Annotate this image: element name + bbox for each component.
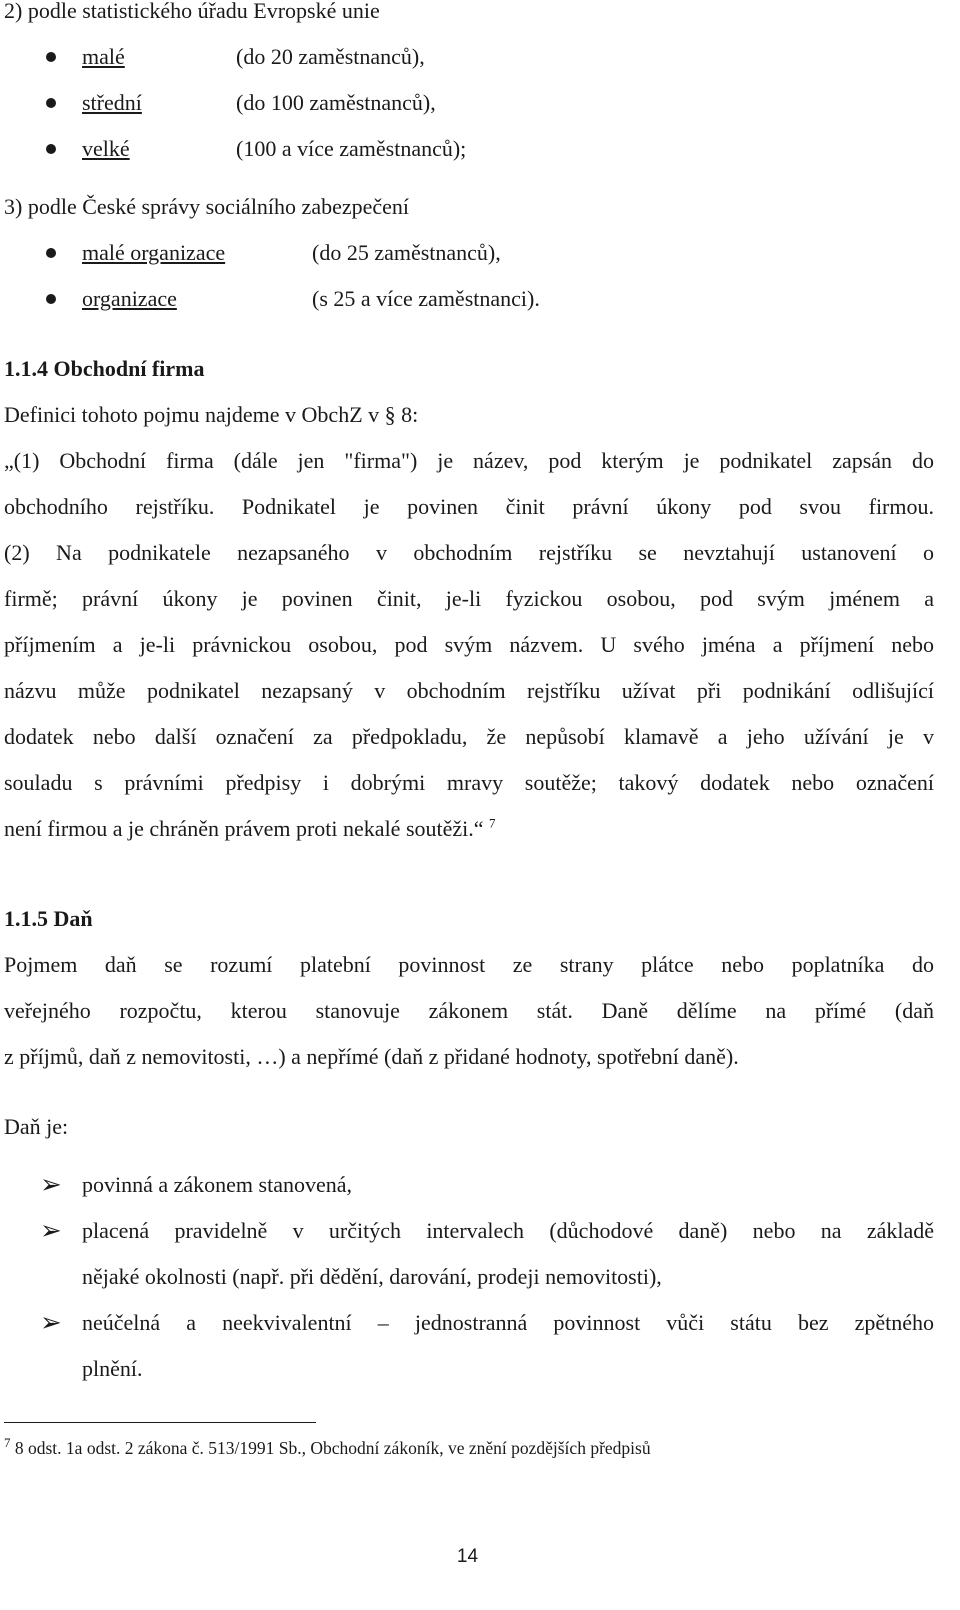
bullet-line: placená pravidelně v určitých intervalech (důchodové daně) nebo na základě (82, 1218, 934, 1243)
bullet-line: neúčelná a neekvivalentní – jednostranná povinnost vůči státu bez zpětného (82, 1310, 934, 1335)
paragraph-line: Pojmem daň se rozumí platební povinnost ze strany plátce nebo poplatníka do (4, 952, 934, 977)
paragraph-line: Definici tohoto pojmu najdeme v ObchZ v § 8: (4, 402, 419, 427)
item-desc: (s 25 a více zaměstnanci). (312, 286, 540, 311)
bullet-line: plnění. (82, 1356, 143, 1381)
bullet-line: povinná a zákonem stanovená, (82, 1172, 353, 1197)
page-number: 14 (456, 1546, 479, 1567)
paragraph-line: „(1) Obchodní firma (dále jen "firma") je název, pod kterým je podnikatel zapsán do (4, 448, 934, 473)
bullet-dot-icon (46, 294, 56, 304)
last-line-text: není firmou a je chráněn právem proti nekalé soutěži.“ (4, 816, 484, 841)
item-term: velké (82, 136, 130, 161)
paragraph-last-line (4, 806, 934, 852)
bullet-dot-icon (46, 144, 56, 154)
arrow-bullet-icon: ➢ (40, 1170, 62, 1199)
item-desc: (100 a více zaměstnanců); (236, 136, 467, 161)
footnote-divider (4, 1422, 316, 1423)
bullet-dot-icon (46, 98, 56, 108)
paragraph-line: souladu s právními předpisy i dobrými mravy soutěže; takový dodatek nebo označení (4, 770, 934, 795)
list-item (4, 1162, 934, 1208)
paragraph-line: názvu může podnikatel nezapsaný v obchodním rejstříku užívat při podnikání odlišující (4, 678, 934, 703)
item-term: malé organizace (82, 240, 226, 265)
list-item (4, 1300, 934, 1392)
list-item (4, 230, 934, 276)
list-item (4, 276, 934, 322)
footnote-mark: 7 (4, 1435, 11, 1451)
paragraph-last-line: z příjmů, daň z nemovitosti, …) a nepřímé (daň z přidané hodnoty, spotřební daně). (4, 1044, 739, 1069)
eu-heading: 2) podle statistického úřadu Evropské unie (4, 0, 380, 23)
footnote (4, 1433, 651, 1463)
paragraph-line: příjmením a je-li právnickou osobou, pod svým názvem. U svého jména a příjmení nebo (4, 632, 934, 657)
item-desc: (do 20 zaměstnanců), (236, 44, 425, 69)
arrow-bullet-icon: ➢ (40, 1308, 62, 1337)
bullet-line: nějaké okolnosti (např. při dědění, darování, prodeji nemovitosti), (82, 1264, 662, 1289)
arrow-bullet-icon: ➢ (40, 1216, 62, 1245)
item-term: organizace (82, 286, 177, 311)
bullet-dot-icon (46, 248, 56, 258)
footnote-text: 8 odst. 1a odst. 2 zákona č. 513/1991 Sb., Obchodní zákoník, ve znění pozdějších předpisů (14, 1438, 651, 1458)
item-term: malé (82, 44, 125, 69)
section-heading-firma: 1.1.4 Obchodní firma (4, 356, 205, 381)
paragraph-line: veřejného rozpočtu, kterou stanovuje zákonem stát. Daně dělíme na přímé (daň (4, 998, 934, 1023)
item-term: střední (82, 90, 142, 115)
bullet-dot-icon (46, 52, 56, 62)
paragraph-line: (2) Na podnikatele nezapsaného v obchodním rejstříku se nevztahují ustanovení o (4, 540, 934, 565)
list-item (4, 1208, 934, 1300)
document-page (4, 0, 934, 1392)
list-item (4, 126, 934, 172)
paragraph-line: dodatek nebo další označení za předpokladu, že nepůsobí klamavě a jeho užívání je v (4, 724, 934, 749)
footnote-reference[interactable]: 7 (489, 815, 496, 831)
cssz-heading: 3) podle České správy sociálního zabezpečení (4, 194, 410, 219)
paragraph-line: firmě; právní úkony je povinen činit, je-li fyzickou osobou, pod svým jménem a (4, 586, 934, 611)
list-item (4, 80, 934, 126)
item-desc: (do 25 zaměstnanců), (312, 240, 501, 265)
cssz-list (4, 230, 934, 322)
dan-intro: Daň je: (4, 1114, 69, 1139)
section-heading-dan: 1.1.5 Daň (4, 906, 93, 931)
item-desc: (do 100 zaměstnanců), (236, 90, 436, 115)
paragraph-line: obchodního rejstříku. Podnikatel je povinen činit právní úkony pod svou firmou. (4, 494, 934, 519)
eu-list (4, 34, 934, 172)
list-item (4, 34, 934, 80)
